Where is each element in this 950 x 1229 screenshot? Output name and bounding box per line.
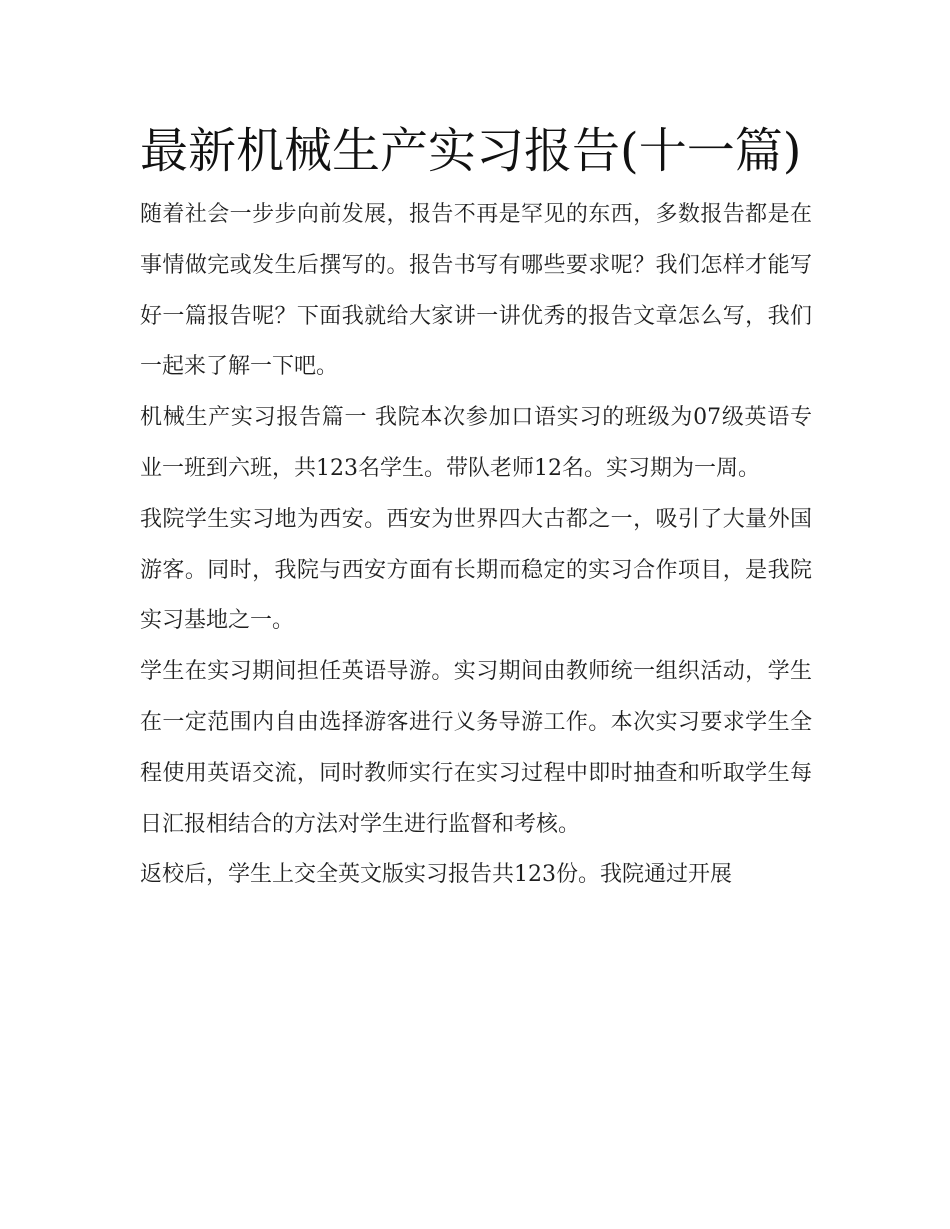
- body-paragraph: 我院学生实习地为西安。西安为世界四大古都之一，吸引了大量外国游客。同时，我院与西安方面有长期而稳定的实习合作项目，是我院实习基地之一。: [140, 506, 812, 634]
- body-paragraph: 学生在实习期间担任英语导游。实习期间由教师统一组织活动，学生在一定范围内自由选择游客进行义务导游工作。本次实习要求学生全程使用英语交流，同时教师实行在实习过程中即时抽查和听取学生每日汇报相结合的方法对学生进行监督和考核。: [140, 659, 812, 837]
- body-paragraph: 返校后，学生上交全英文版实习报告共123份。我院通过开展: [140, 862, 732, 888]
- document-body: [140, 112, 812, 901]
- document-title: 最新机械生产实习报告(十一篇): [140, 123, 802, 179]
- intro-paragraph: 随着社会一步步向前发展，报告不再是罕见的东西，多数报告都是在事情做完或发生后撰写的。报告书写有哪些要求呢？我们怎样才能写好一篇报告呢？下面我就给大家讲一讲优秀的报告文章怎么写，我们一起来了解一下吧。: [140, 202, 812, 380]
- body-paragraph: 机械生产实习报告篇一 我院本次参加口语实习的班级为07级英语专业一班到六班，共123名学生。带队老师12名。实习期为一周。: [140, 405, 812, 481]
